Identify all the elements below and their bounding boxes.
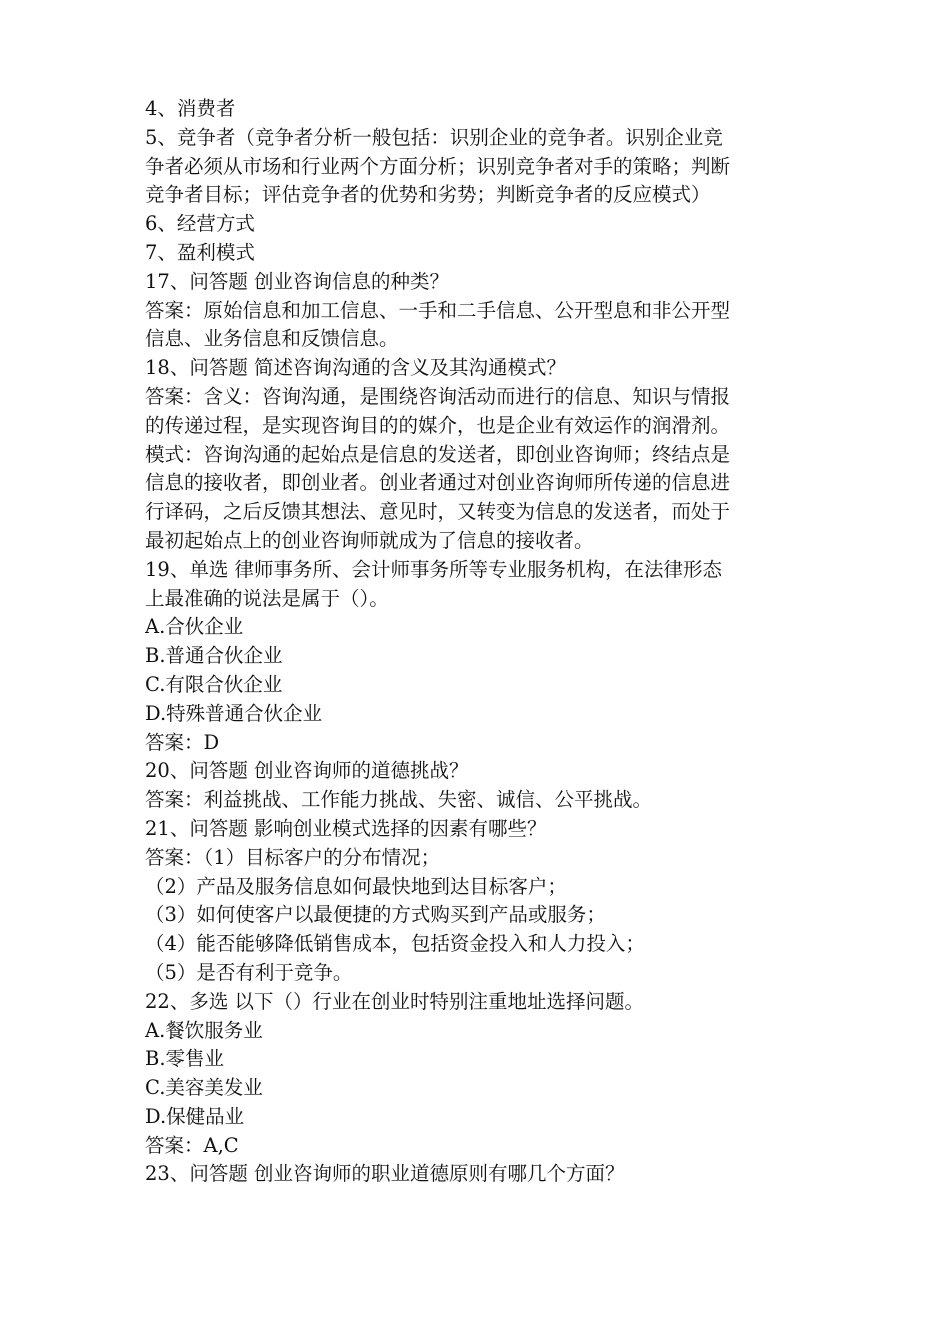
option-line: A.餐饮服务业 xyxy=(145,1018,263,1042)
answer-line: 最初起始点上的创业咨询师就成为了信息的接收者。 xyxy=(145,528,594,552)
question-heading: 19、单选 律师事务所、会计师事务所等专业服务机构，在法律形态 xyxy=(145,557,723,581)
question-heading: 18、问答题 简述咨询沟通的含义及其沟通模式？ xyxy=(145,356,567,380)
option-line: B.零售业 xyxy=(145,1047,225,1071)
answer-line: 答案：原始信息和加工信息、一手和二手信息、公开型息和非公开型 xyxy=(145,298,731,322)
text-line: 竞争者目标；评估竞争者的优势和劣势；判断竞争者的反应模式） xyxy=(145,183,711,207)
answer-line: 模式：咨询沟通的起始点是信息的发送者，即创业咨询师；终结点是 xyxy=(145,442,731,466)
answer-line: 答案：利益挑战、工作能力挑战、失密、诚信、公平挑战。 xyxy=(145,788,653,812)
answer-line: 行译码，之后反馈其想法、意见时，又转变为信息的发送者，而处于 xyxy=(145,500,731,524)
answer-line: （3）如何使客户以最便捷的方式购买到产品或服务； xyxy=(145,903,606,927)
text-line: 4、消费者 xyxy=(145,97,236,120)
option-line: B.普通合伙企业 xyxy=(145,644,283,668)
text-line: 5、竞争者（竞争者分析一般包括：识别企业的竞争者。识别企业竞 xyxy=(145,125,723,149)
answer-line: 答案：（1）目标客户的分布情况； xyxy=(145,845,441,869)
answer-line: 信息的接收者，即创业者。创业者通过对创业咨询师所传递的信息进 xyxy=(145,471,731,495)
answer-line: 答案：A,C xyxy=(145,1133,239,1157)
text-line: 7、盈利模式 xyxy=(145,240,255,264)
option-line: A.合伙企业 xyxy=(145,615,244,639)
answer-line: （2）产品及服务信息如何最快地到达目标客户； xyxy=(145,874,567,898)
answer-line: 答案：含义：咨询沟通，是围绕咨询活动而进行的信息、知识与情报 xyxy=(145,384,731,408)
answer-line: 的传递过程，是实现咨询目的的媒介，也是企业有效运作的润滑剂。 xyxy=(145,413,731,437)
text-line: 争者必须从市场和行业两个方面分析；识别竞争者对手的策略；判断 xyxy=(145,154,731,178)
answer-line: 信息、业务信息和反馈信息。 xyxy=(145,327,399,351)
question-heading: 21、问答题 影响创业模式选择的因素有哪些？ xyxy=(145,816,547,840)
text-line: 6、经营方式 xyxy=(145,212,255,236)
question-heading: 17、问答题 创业咨询信息的种类？ xyxy=(145,269,450,293)
question-heading: 22、多选 以下（）行业在创业时特别注重地址选择问题。 xyxy=(145,989,645,1013)
answer-line: （4）能否能够降低销售成本，包括资金投入和人力投入； xyxy=(145,932,645,956)
document-page xyxy=(145,95,835,1189)
question-heading: 23、问答题 创业咨询师的职业道德原则有哪几个方面？ xyxy=(145,1162,625,1186)
option-line: C.有限合伙企业 xyxy=(145,672,283,696)
question-heading: 上最准确的说法是属于（）。 xyxy=(145,586,389,610)
answer-line: （5）是否有利于竞争。 xyxy=(145,960,353,984)
question-heading: 20、问答题 创业咨询师的道德挑战？ xyxy=(145,759,469,783)
option-line: D.特殊普通合伙企业 xyxy=(145,701,323,725)
option-line: D.保健品业 xyxy=(145,1104,245,1128)
answer-line: 答案：D xyxy=(145,730,220,754)
option-line: C.美容美发业 xyxy=(145,1076,263,1100)
